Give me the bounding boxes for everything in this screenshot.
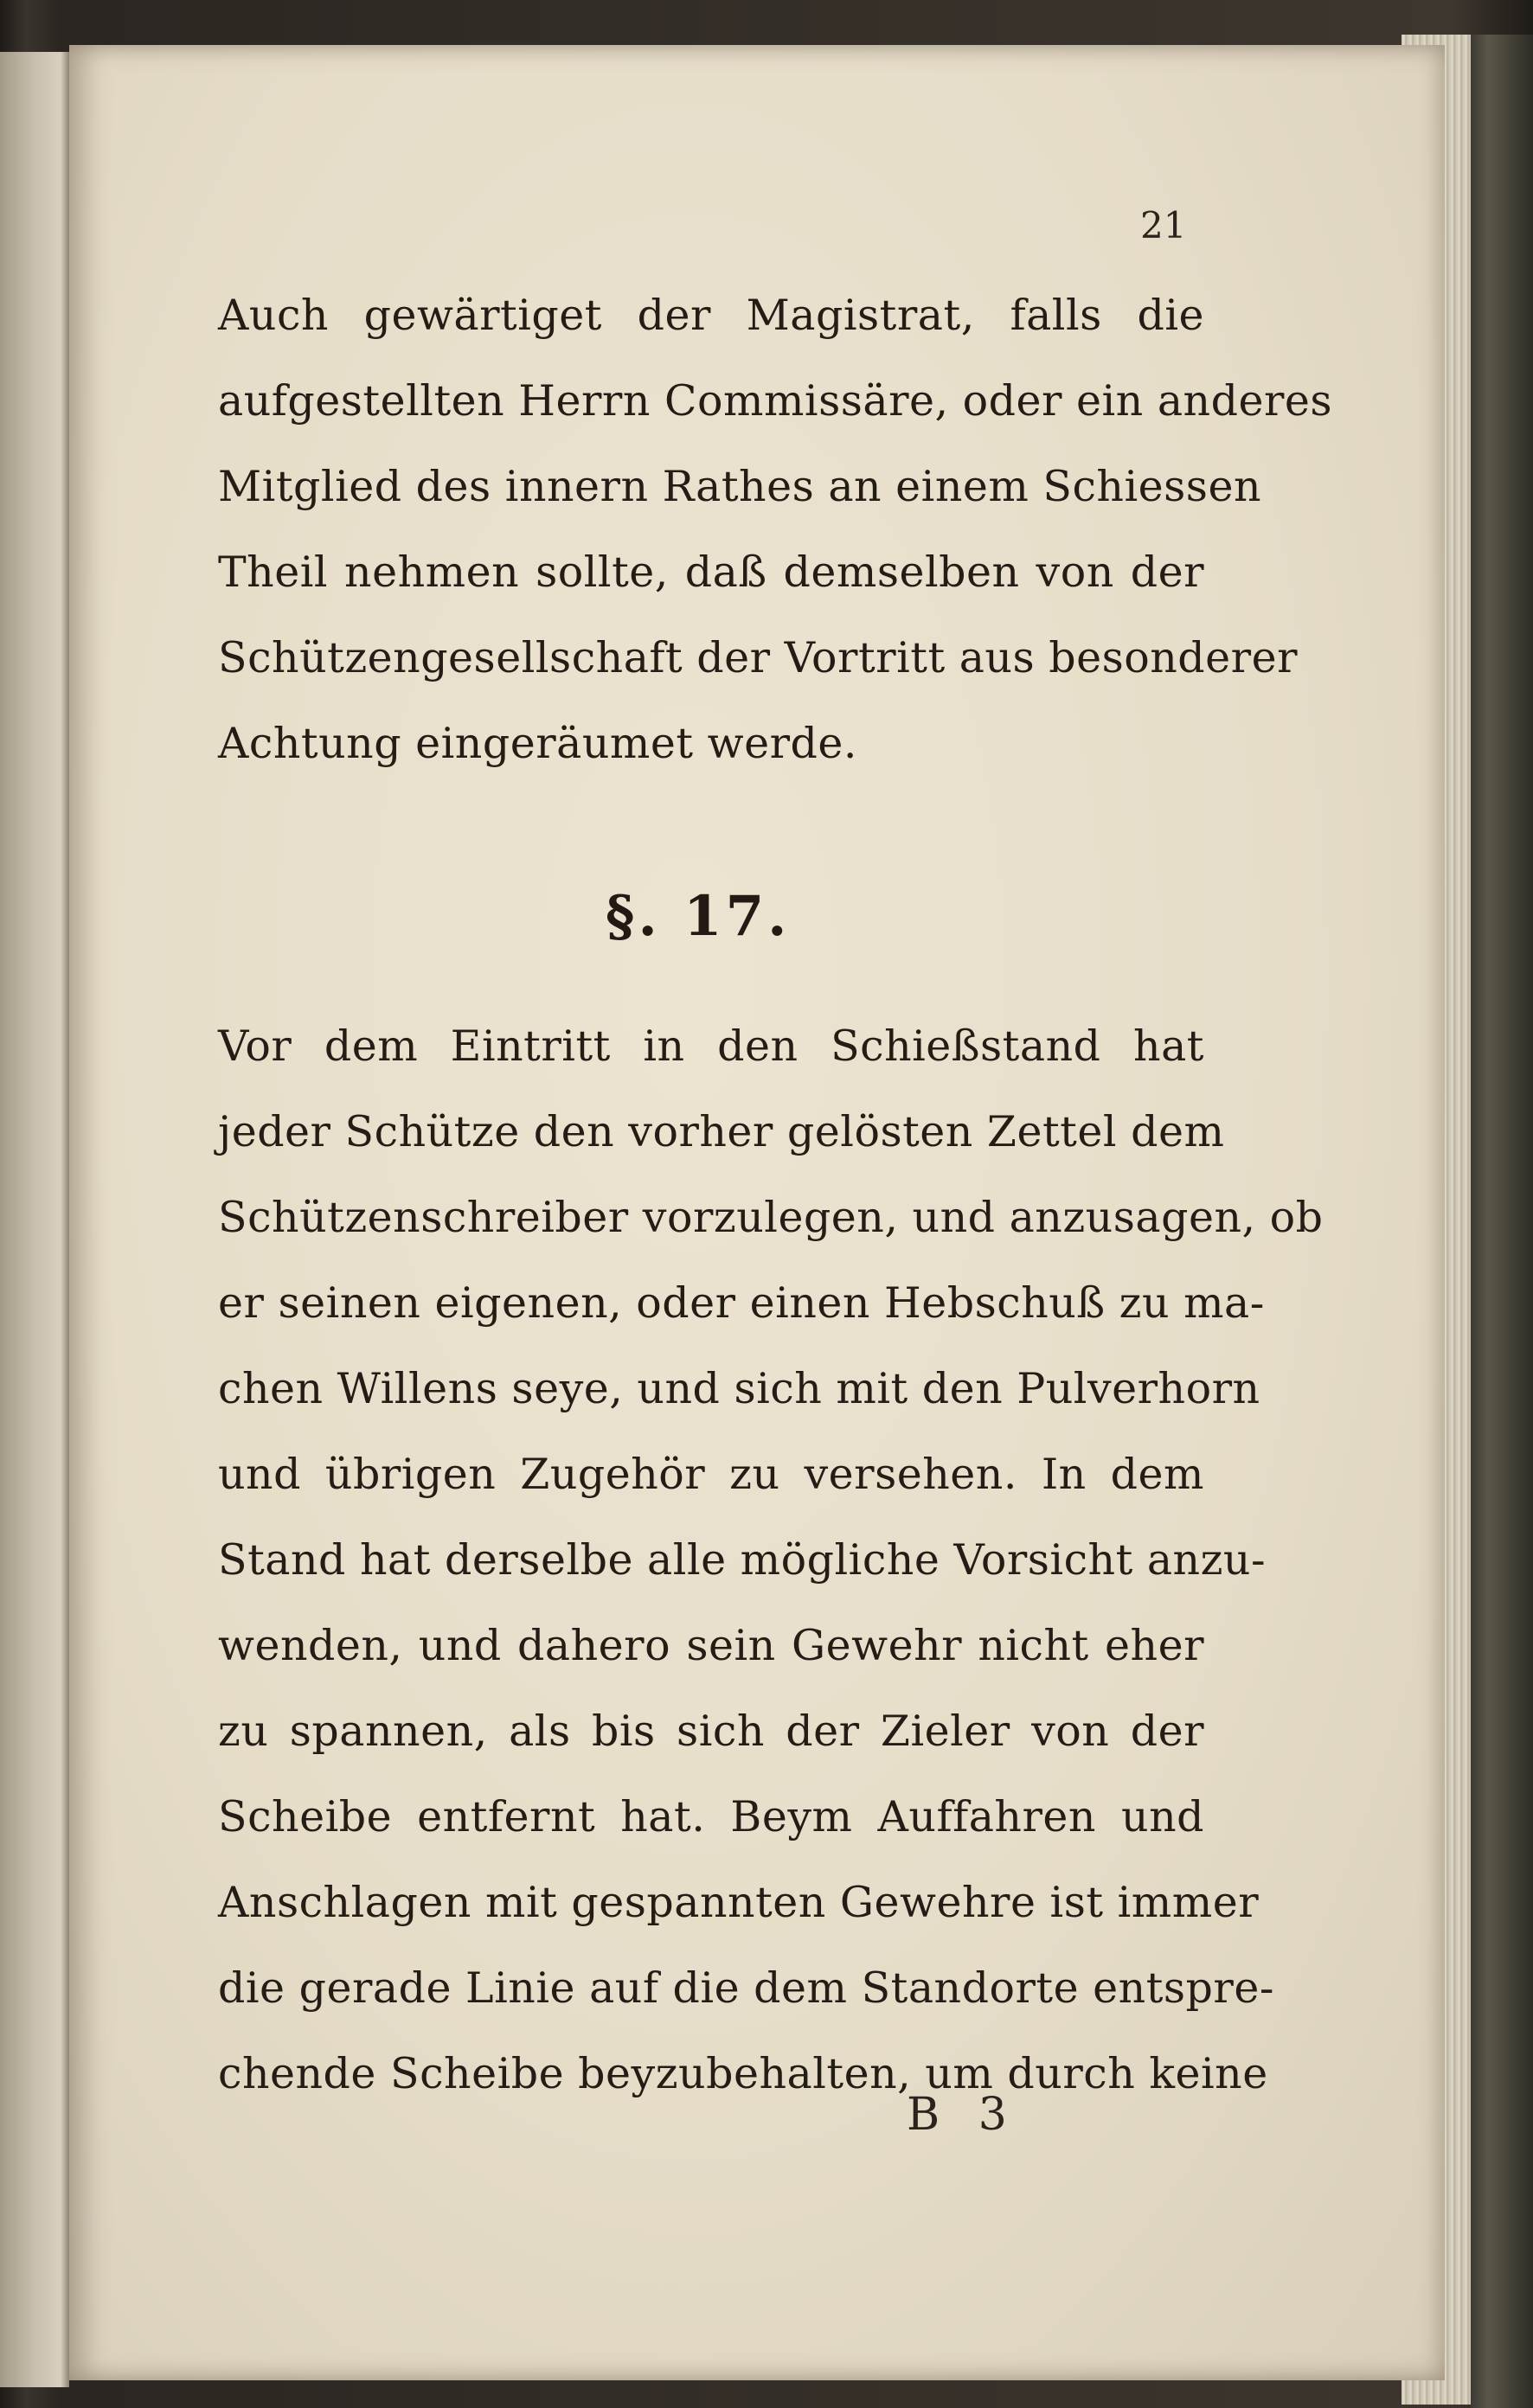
text-line: Anschlagen mit gespannten Gewehre ist immer [218,1878,1260,1927]
section-heading: §. 17. [606,884,791,949]
paragraph-1 [218,272,1333,786]
text-line: Auch gewärtiget der Magistrat, falls die [218,291,1204,340]
text-line: Vor dem Eintritt in den Schießstand hat [218,1021,1204,1071]
page-number: 21 [1140,204,1187,247]
signature-mark: B 3 [907,2089,1019,2141]
text-line: aufgestellten Herrn Commissäre, oder ein anderes [218,376,1333,426]
text-line: er seinen eigenen, oder einen Hebschuß zu ma- [218,1278,1265,1328]
text-line: zu spannen, als bis sich der Zieler von der [218,1707,1204,1756]
text-line: chende Scheibe beyzubehalten, um durch keine [218,2049,1268,2098]
facing-page-edge [0,52,69,2387]
text-line: jeder Schütze den vorher gelösten Zettel dem [218,1107,1225,1156]
text-line: Mitglied des innern Rathes an einem Schiessen [218,462,1262,511]
text-line: Stand hat derselbe alle mögliche Vorsicht anzu- [218,1535,1267,1585]
text-line: Achtung eingeräumet werde. [218,719,857,768]
text-line: wenden, und dahero sein Gewehr nicht eher [218,1621,1204,1670]
text-line: Schützenschreiber vorzulegen, und anzusagen, ob [218,1193,1324,1242]
text-line: Theil nehmen sollte, daß demselben von der [218,548,1204,597]
text-line: Schützengesellschaft der Vortritt aus besonderer [218,633,1298,682]
text-line: die gerade Linie auf die dem Standorte entspre- [218,1963,1274,2013]
text-line: chen Willens seye, und sich mit den Pulverhorn [218,1364,1260,1413]
text-line: und übrigen Zugehör zu versehen. In dem [218,1450,1204,1499]
book-binding [1471,35,1533,2408]
text-line: Scheibe entfernt hat. Beym Auffahren und [218,1792,1204,1841]
paragraph-2 [218,1003,1324,2117]
